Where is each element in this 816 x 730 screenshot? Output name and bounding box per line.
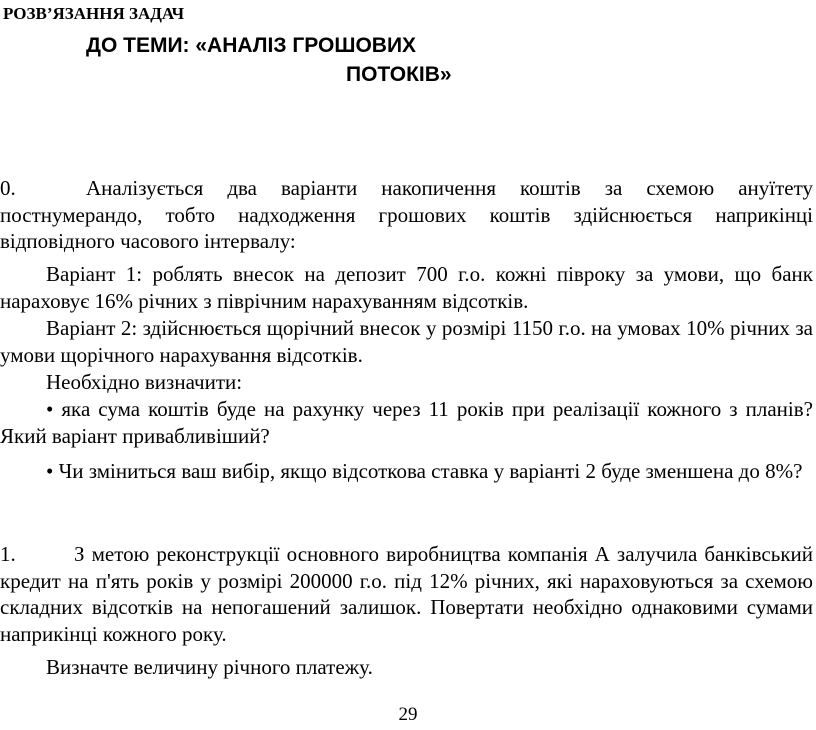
- task0-bullet1-text: • яка сума коштів буде на рахунку через 11 років при реалізації кожного з планів? Який варіант привабливіший?: [0, 397, 813, 448]
- task0-bullet1: [0, 396, 813, 449]
- task0-number: 0.: [0, 176, 16, 200]
- task0-variant2: [0, 315, 813, 368]
- task1-number: 1.: [0, 542, 16, 566]
- task0-required-text: Необхідно визначити:: [46, 370, 243, 394]
- task1-text: [0, 541, 813, 647]
- task0-intro-text: Аналізується два варіанти накопичення коштів за схемою ануїтету постнумерандо, тобто надходження грошових коштів здійснюється наприкінці відповідного часового інтервалу:: [0, 176, 813, 253]
- task0-bullet2-text: • Чи зміниться ваш вибір, якщо відсоткова ставка у варіанті 2 буде зменшена до 8%?: [46, 459, 803, 483]
- header-line-1: РОЗВ’ЯЗАННЯ ЗАДАЧ: [3, 4, 185, 23]
- task0-bullet2: [0, 455, 813, 487]
- task0-variant2-text: Варіант 2: здійснюється щорічний внесок у розмірі 1150 г.о. на умовах 10% річних за умови щорічного нарахування відсотків.: [0, 316, 813, 367]
- page-number: 29: [398, 704, 418, 725]
- header-line-2: ДО ТЕМИ: «АНАЛІЗ ГРОШОВИХ: [86, 34, 417, 57]
- task0-required: [0, 369, 813, 396]
- task0-variant1-text: Варіант 1: роблять внесок на депозит 700 г.о. кожні півроку за умови, що банк нараховує 16% річних з піврічним нарахуванням відсотків.: [0, 262, 813, 313]
- task0-intro: [0, 175, 813, 255]
- task1-body: З метою реконструкції основного виробництва компанія А залучила банківський кредит на п'ять років у розмірі 200000 г.о. під 12% річних, які нараховуються за схемою складних відсотків на непогашений залишок. Повертати необхідно однаковими сумами наприкінці кожного року.: [0, 542, 813, 646]
- header-line-3: ПОТОКІВ»: [346, 63, 452, 86]
- task1-question: [0, 654, 813, 681]
- task0-variant1: [0, 261, 813, 314]
- task1-question-text: Визначте величину річного платежу.: [46, 655, 373, 679]
